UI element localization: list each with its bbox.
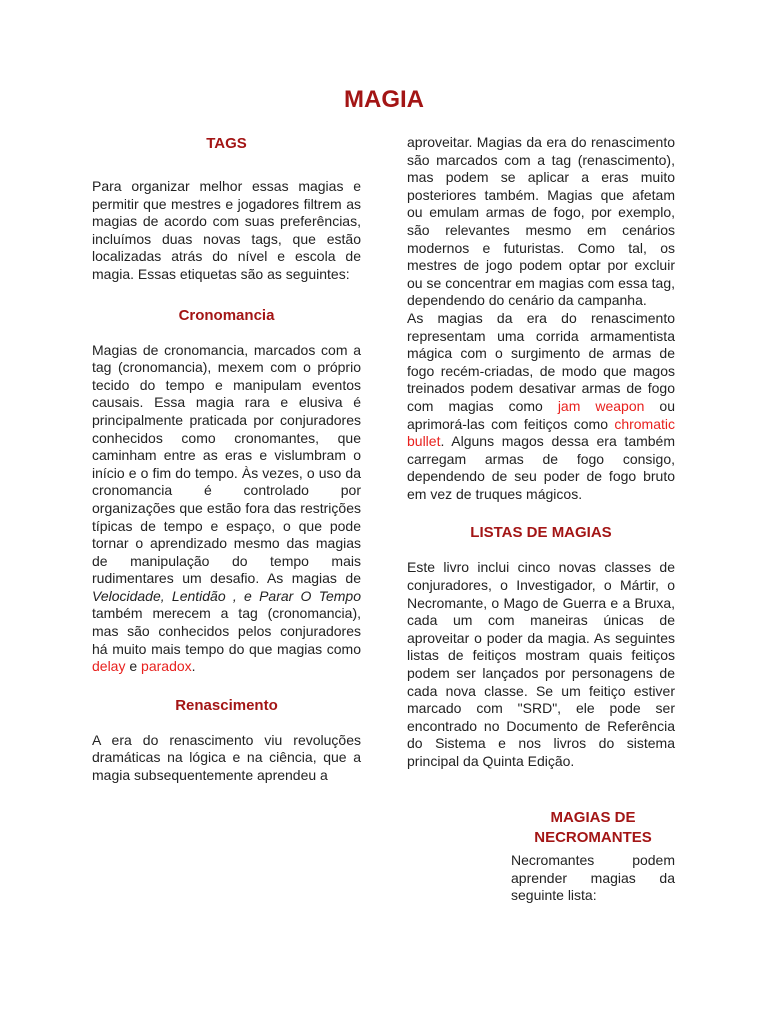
listas-heading: LISTAS DE MAGIAS	[470, 524, 612, 542]
left-column	[92, 134, 361, 785]
renascimento-heading: Renascimento	[175, 696, 278, 714]
tags-heading: TAGS	[206, 135, 247, 152]
renascimento-paragraph-2	[407, 310, 675, 504]
right-column	[407, 134, 675, 771]
cronomancia-and: e	[125, 658, 142, 675]
delay-link[interactable]: delay	[92, 658, 126, 675]
renascimento-paragraph-left: A era do renascimento viu revoluções dramáticas na lógica e na ciência, que a magia subsequentemente aprendeu a	[92, 731, 361, 784]
cronomancia-heading: Cronomancia	[178, 306, 275, 324]
jam-weapon-link[interactable]: jam weapon	[557, 397, 645, 414]
tags-intro: Para organizar melhor essas magias e permitir que mestres e jogadores filtrem as magias de acordo com suas preferências, incluímos duas novas tags, que estão localizadas atrás do nível e escola de magia. Essas etiquetas são as seguintes:	[92, 178, 361, 282]
page-title: MAGIA	[344, 86, 424, 113]
listas-paragraph: Este livro inclui cinco novas classes de conjuradores, o Investigador, o Mártir, o Necromante, o Mago de Guerra e a Bruxa, cada um com maneiras únicas de aproveitar o poder da magia. As seguintes listas de feitiços mostram quais feitiços podem ser lançados por personagens de cada nova classe. Se um feitiço estiver marcado com "SRD", ele pode ser encontrado no Documento de Referência do Sistema e nos livros do sistema principal da Quinta Edição.	[407, 559, 675, 769]
chromatic-bullet-link[interactable]: chromatic bullet	[407, 415, 675, 450]
cronomancia-paragraph	[92, 342, 361, 676]
renascimento-text-2b: ou aprimorá-las com feitiços como	[407, 397, 675, 432]
paradox-link[interactable]: paradox	[141, 658, 192, 675]
cronomancia-italic-spells: Velocidade, Lentidão , e Parar O Tempo	[92, 587, 361, 604]
renascimento-paragraph-right: aproveitar. Magias da era do renascimento são marcados com a tag (renascimento), mas podem se aplicar a eras muito posteriores também. Magias que afetam ou emulam armas de fogo, por exemplo, são relevantes mesmo em cenários modernos e futuristas. Como tal, os mestres de jogo podem optar por excluir ou se concentrar em magias com essa tag, dependendo do cenário da campanha.	[407, 134, 675, 309]
cronomancia-text-b: também merecem a tag (cronomancia), mas são conhecidos pelos conjuradores há muito mais tempo do que magias como	[92, 605, 361, 657]
cronomancia-text-a: Magias de cronomancia, marcados com a tag (cronomancia), mexem com o próprio tecido do tempo e manipulam eventos causais. Essa magia rara e elusiva é principalmente praticada por conjuradores conhecidos como cronomantes, que caminham entre as eras e vislumbram o início e o fim do tempo. Às vezes, o uso da cronomancia é controlado por organizações que estão fora das restrições típicas de tempo e espaço, o que pode tornar o aprendizado mesmo das magias de manipulação do tempo mais rudimentares um desafio. As magias de	[92, 341, 361, 587]
necromantes-paragraph: Necromantes podem aprender magias da seguinte lista:	[511, 852, 675, 904]
necromantes-heading: MAGIAS DE NECROMANTES	[534, 809, 652, 846]
renascimento-text-2c: . Alguns magos dessa era também carregam armas de fogo consigo, dependendo de seu poder de fogo bruto em vez de truques mágicos.	[407, 433, 675, 502]
renascimento-text-2a: As magias da era do renascimento representam uma corrida armamentista mágica com o surgimento de armas de fogo recém-criadas, de modo que magos treinados podem desativar armas de fogo com magias como	[407, 309, 675, 414]
cronomancia-end: .	[191, 658, 196, 675]
